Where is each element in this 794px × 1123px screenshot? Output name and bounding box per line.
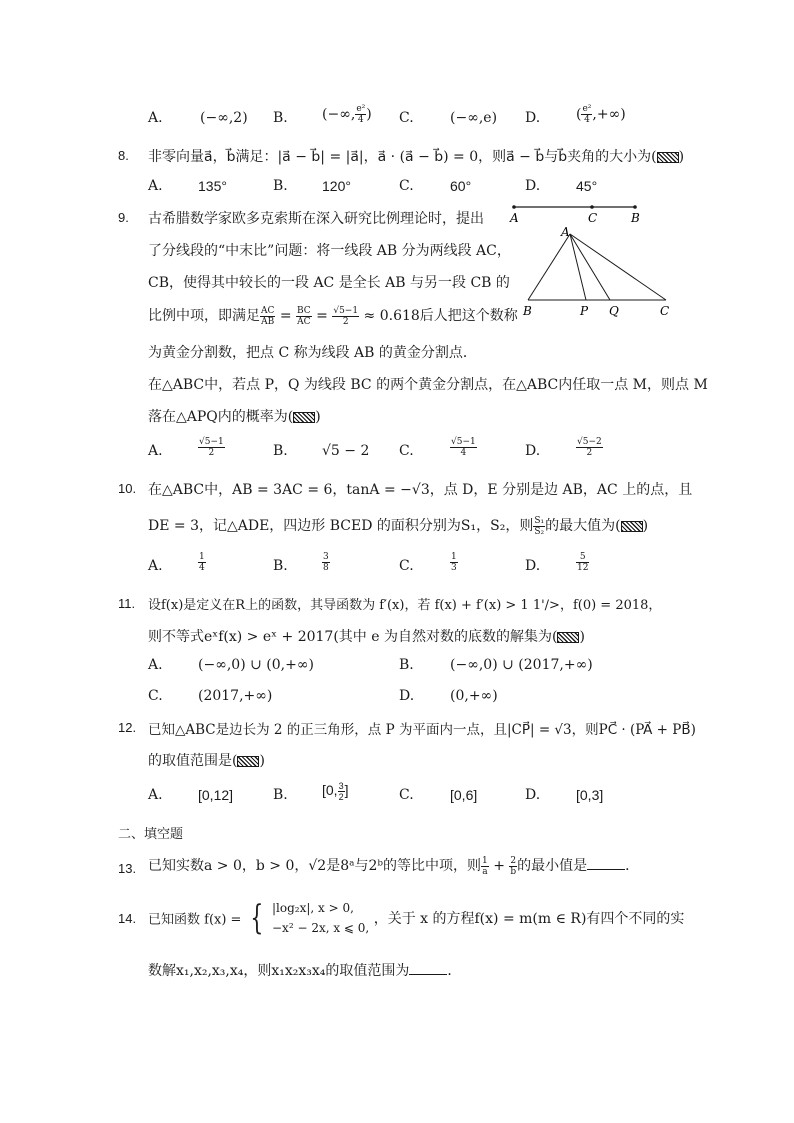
label-c: C <box>588 211 598 225</box>
question-text: 的取值范围是( ) <box>148 753 265 769</box>
edge-ac <box>570 234 666 300</box>
answer-blank-icon <box>657 152 679 163</box>
option-value: √5 − 2 <box>322 443 370 459</box>
answer-blank-icon <box>293 412 315 423</box>
question-number: 8. <box>118 148 129 163</box>
option-value: (0,+∞) <box>450 688 498 704</box>
option-label: D. <box>525 787 541 803</box>
option-value: 120° <box>322 178 351 194</box>
option-label: C. <box>399 787 414 803</box>
option-label: C. <box>148 688 163 704</box>
question-number: 11. <box>118 596 136 611</box>
option-label: D. <box>525 558 541 574</box>
option-label: A. <box>148 558 163 574</box>
option-label: B. <box>273 178 288 194</box>
option-value: $\frac{√5-2}{2}$ <box>577 437 602 458</box>
point-c <box>590 205 594 209</box>
option-label: D. <box>525 178 541 194</box>
option-label: A. <box>148 787 163 803</box>
option-value: 45° <box>576 178 598 194</box>
option-label: B. <box>273 787 288 803</box>
option-label: A. <box>148 657 163 673</box>
option-label: A. <box>148 178 163 194</box>
option-value: $\frac{√5-1}{2}$ <box>199 437 224 458</box>
option-label: D. <box>399 688 415 704</box>
option-value: $\frac{√5-1}{4}$ <box>451 437 476 458</box>
fill-blank[interactable] <box>409 962 447 975</box>
section-heading: 二、填空题 <box>118 827 184 842</box>
question-text: 落在△APQ内的概率为( ) <box>148 409 321 425</box>
label-a: A <box>561 225 570 239</box>
question-text: 则不等式eˣf(x) > eˣ + 2017(其中 e 为自然对数的底数的解集为( ) <box>148 629 585 645</box>
option-value: (−∞,0) ∪ (0,+∞) <box>198 657 314 673</box>
option-label: C. <box>399 443 414 459</box>
option-label: A. <box>148 443 163 459</box>
option-label: B. <box>273 443 288 459</box>
fill-blank[interactable] <box>587 857 625 870</box>
question-text: 已知实数a > 0，b > 0，√2是8ᵃ与2ᵇ的等比中项，则 $\frac{1}{a}$ + $\frac{2}{b}$ 的最小值是 ． <box>148 855 640 877</box>
question-text: 比例中项，即满足 $\frac{AC}{AB}$ = $\frac{BC}{AC}$ = $\frac{√5-1}{2}$ ≈ 0.618后人把这个数称 <box>148 305 518 327</box>
question-text: 为黄金分割数，把点 C 称为线段 AB 的黄金分割点． <box>148 345 477 361</box>
option-label: B. <box>273 558 288 574</box>
answer-blank-icon <box>621 521 643 532</box>
option-value: [0,6] <box>450 787 478 803</box>
label-p: P <box>580 304 589 318</box>
option-value: (−∞,2) <box>200 110 248 126</box>
label-b: B <box>523 304 532 318</box>
option-label: C. <box>399 110 414 126</box>
option-label: D. <box>525 110 541 126</box>
option-value: 60° <box>450 178 472 194</box>
option-label: B. <box>399 657 414 673</box>
question-number: 14. <box>118 911 137 926</box>
option-value: (−∞, $\frac{\text{e²}}{4}$ ) <box>322 104 372 125</box>
option-value: (−∞,e) <box>450 110 498 126</box>
question-text: 非零向量a⃗，b⃗满足：|a⃗ − b⃗| = |a⃗|，a⃗ · (a⃗ − b⃗) = 0，则a⃗ − b⃗与b⃗夹角的大小为( ) <box>148 149 685 165</box>
point-a <box>512 205 516 209</box>
question-text: 了分线段的“中末比”问题：将一线段 AB 分为两线段 AC， <box>148 243 511 259</box>
left-brace-icon: { <box>250 898 264 938</box>
option-value: [0,3] <box>576 787 604 803</box>
option-label: C. <box>399 558 414 574</box>
option-label: D. <box>525 443 541 459</box>
question-number: 12. <box>118 720 137 735</box>
question-text: 数解x₁,x₂,x₃,x₄，则x₁x₂x₃x₄的取值范围为 ． <box>148 963 462 979</box>
edge-aq <box>570 234 610 300</box>
option-value: ( $\frac{\text{e²}}{4}$ ,+∞) <box>576 104 626 125</box>
triangle-diagram <box>515 222 680 322</box>
question-text: 已知函数 f(x) = { |log₂x|, x > 0, −x² − 2x, x ⩽ 0, ，关于 x 的方程f(x) = m(m ∈ R)有四个不同的实 <box>148 898 685 938</box>
label-q: Q <box>609 304 619 318</box>
option-value: (2017,+∞) <box>198 688 273 704</box>
question-number: 13. <box>118 861 137 876</box>
option-label: A. <box>148 110 163 126</box>
label-b: B <box>631 211 640 225</box>
question-number: 10. <box>118 481 137 496</box>
question-number: 9. <box>118 210 129 225</box>
option-label: B. <box>273 110 288 126</box>
edge-ab <box>528 234 570 300</box>
question-text: 已知△ABC是边长为 2 的正三角形，点 P 为平面内一点，且|CP⃗| = √3，则PC⃗ · (PA⃗ + PB⃗) <box>148 722 696 738</box>
question-text: 设f(x)是定义在R上的函数，其导函数为 f′(x)，若 f(x) + f′(x) > 1 1'/>，f(0) = 2018， <box>148 598 662 613</box>
label-c: C <box>660 304 670 318</box>
question-text: 古希腊数学家欧多克索斯在深入研究比例理论时，提出 <box>148 211 484 227</box>
option-value: 135° <box>198 178 227 194</box>
label-a: A <box>510 211 519 225</box>
question-text: 在△ABC中，AB = 3AC = 6，tanA = −√3，点 D，E 分别是边 AB，AC 上的点，且 <box>148 482 693 498</box>
answer-blank-icon <box>557 632 579 643</box>
option-value: [0, $\frac{3}{2}$ ] <box>322 781 349 802</box>
option-value: (−∞,0) ∪ (2017,+∞) <box>450 657 593 673</box>
question-text: 在△ABC中，若点 P，Q 为线段 BC 的两个黄金分割点，在△ABC内任取一点 M，则点 M <box>148 377 708 393</box>
option-value: $\frac{1}{4}$ <box>199 552 205 573</box>
point-b <box>633 205 637 209</box>
answer-blank-icon <box>237 756 259 767</box>
question-text: DE = 3，记△ADE，四边形 BCED 的面积分别为S₁，S₂，则 $\frac{\text{S₁}}{\text{S₂}}$ 的最大值为( ) <box>148 515 649 537</box>
option-label: C. <box>399 178 414 194</box>
question-text: CB，使得其中较长的一段 AC 是全长 AB 与另一段 CB 的 <box>148 275 510 291</box>
option-value: $\frac{5}{12}$ <box>577 552 589 573</box>
option-value: $\frac{3}{8}$ <box>323 552 329 573</box>
option-value: $\frac{1}{3}$ <box>451 552 457 573</box>
option-value: [0,12] <box>198 787 234 803</box>
